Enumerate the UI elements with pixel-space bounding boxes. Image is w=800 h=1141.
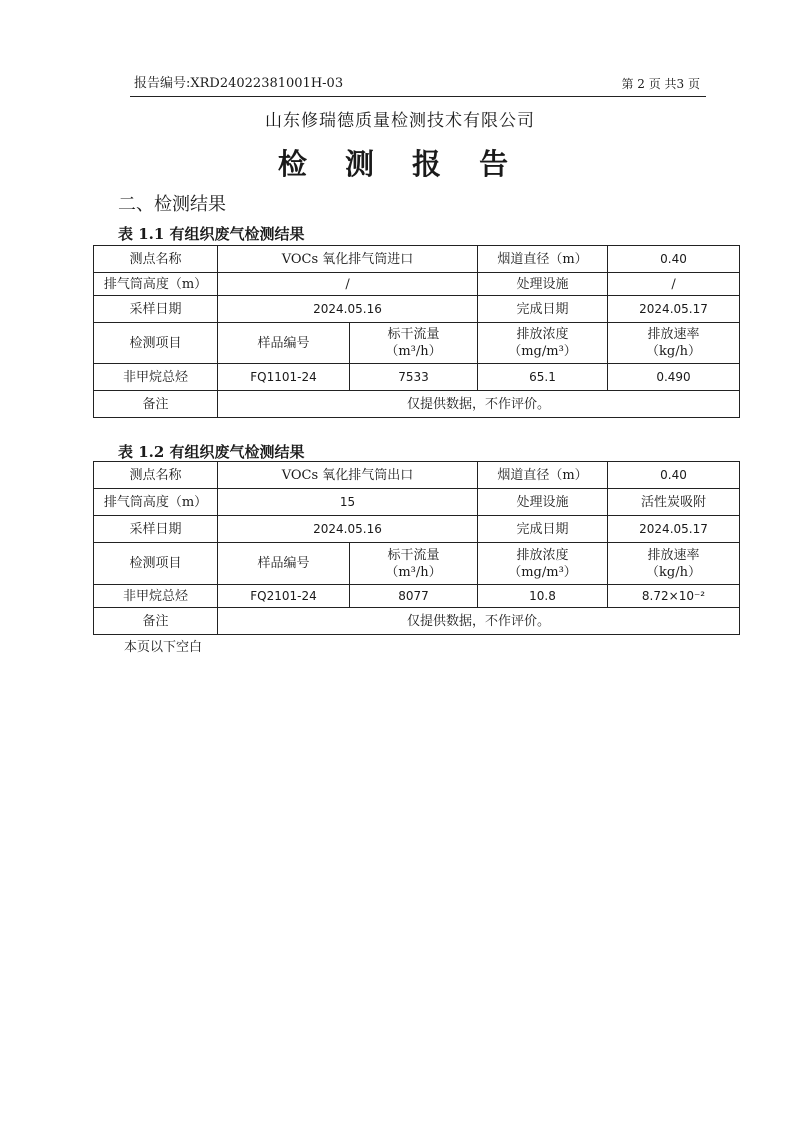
document-title: 检 测 报 告 xyxy=(277,147,523,181)
facility-label: 处理设施 xyxy=(478,489,608,516)
row-rate: 8.72×10⁻² xyxy=(608,585,740,608)
point-name-value: VOCs 氧化排气筒出口 xyxy=(218,462,478,489)
stack-height-label: 排气筒高度（m） xyxy=(94,273,218,296)
facility-label: 处理设施 xyxy=(478,273,608,296)
stack-height-value: 15 xyxy=(218,489,478,516)
header-conc-label: 排放浓度 xyxy=(516,327,569,342)
header-rate-label: 排放速率 xyxy=(647,547,700,563)
header-flow-unit: （m³/h） xyxy=(385,344,442,359)
row-conc: 10.8 xyxy=(478,585,608,608)
diameter-value: 0.40 xyxy=(608,462,740,489)
blank-below-note: 本页以下空白 xyxy=(124,640,203,655)
point-name-label: 测点名称 xyxy=(94,462,218,489)
header-flow xyxy=(350,543,478,585)
header-rate-unit: （kg/h） xyxy=(646,564,701,580)
diameter-label: 烟道直径（m） xyxy=(478,246,608,273)
stack-height-label: 排气筒高度（m） xyxy=(94,489,218,516)
sample-date-label: 采样日期 xyxy=(94,296,218,323)
row-item: 非甲烷总烃 xyxy=(94,585,218,608)
header-rate-unit: （kg/h） xyxy=(646,344,701,359)
row-conc: 65.1 xyxy=(478,364,608,391)
company-name: 山东修瑞德质量检测技术有限公司 xyxy=(265,111,535,131)
diameter-value: 0.40 xyxy=(608,246,740,273)
remark-value: 仅提供数据，不作评价。 xyxy=(218,391,740,418)
header-conc-label: 排放浓度 xyxy=(516,547,569,563)
facility-value: 活性炭吸附 xyxy=(608,489,740,516)
stack-height-value: / xyxy=(218,273,478,296)
header-sample-no: 样品编号 xyxy=(218,323,350,364)
header-conc-unit: （mg/m³） xyxy=(508,564,577,580)
section-title: 二、检测结果 xyxy=(118,194,226,215)
report-number: 报告编号:XRD24022381001H-03 xyxy=(134,76,344,91)
finish-date-value: 2024.05.17 xyxy=(608,516,740,543)
page-header xyxy=(130,70,706,97)
sample-date-value: 2024.05.16 xyxy=(218,296,478,323)
row-flow: 7533 xyxy=(350,364,478,391)
header-rate xyxy=(608,543,740,585)
remark-label: 备注 xyxy=(94,608,218,635)
header-conc xyxy=(478,323,608,364)
header-conc xyxy=(478,543,608,585)
sample-date-value: 2024.05.16 xyxy=(218,516,478,543)
remark-value: 仅提供数据，不作评价。 xyxy=(218,608,740,635)
header-sample-no: 样品编号 xyxy=(218,543,350,585)
facility-value: / xyxy=(608,273,740,296)
row-rate: 0.490 xyxy=(608,364,740,391)
header-flow-label: 标干流量 xyxy=(387,547,440,563)
finish-date-label: 完成日期 xyxy=(478,296,608,323)
header-rate-label: 排放速率 xyxy=(647,327,700,342)
row-sample-no: FQ1101-24 xyxy=(218,364,350,391)
table-2-caption: 表 1.2 有组织废气检测结果 xyxy=(118,443,305,461)
point-name-value: VOCs 氧化排气筒进口 xyxy=(218,246,478,273)
header-conc-unit: （mg/m³） xyxy=(508,344,577,359)
row-sample-no: FQ2101-24 xyxy=(218,585,350,608)
finish-date-value: 2024.05.17 xyxy=(608,296,740,323)
finish-date-label: 完成日期 xyxy=(478,516,608,543)
header-item: 检测项目 xyxy=(94,543,218,585)
result-table-2 xyxy=(93,461,740,635)
header-item: 检测项目 xyxy=(94,323,218,364)
diameter-label: 烟道直径（m） xyxy=(478,462,608,489)
row-flow: 8077 xyxy=(350,585,478,608)
sample-date-label: 采样日期 xyxy=(94,516,218,543)
row-item: 非甲烷总烃 xyxy=(94,364,218,391)
header-flow-unit: （m³/h） xyxy=(385,564,442,580)
header-flow xyxy=(350,323,478,364)
remark-label: 备注 xyxy=(94,391,218,418)
page-number: 第 2 页 共3 页 xyxy=(621,77,700,91)
header-rate xyxy=(608,323,740,364)
header-flow-label: 标干流量 xyxy=(387,327,440,342)
point-name-label: 测点名称 xyxy=(94,246,218,273)
table-1-caption: 表 1.1 有组织废气检测结果 xyxy=(118,225,305,243)
result-table-1 xyxy=(93,245,740,418)
